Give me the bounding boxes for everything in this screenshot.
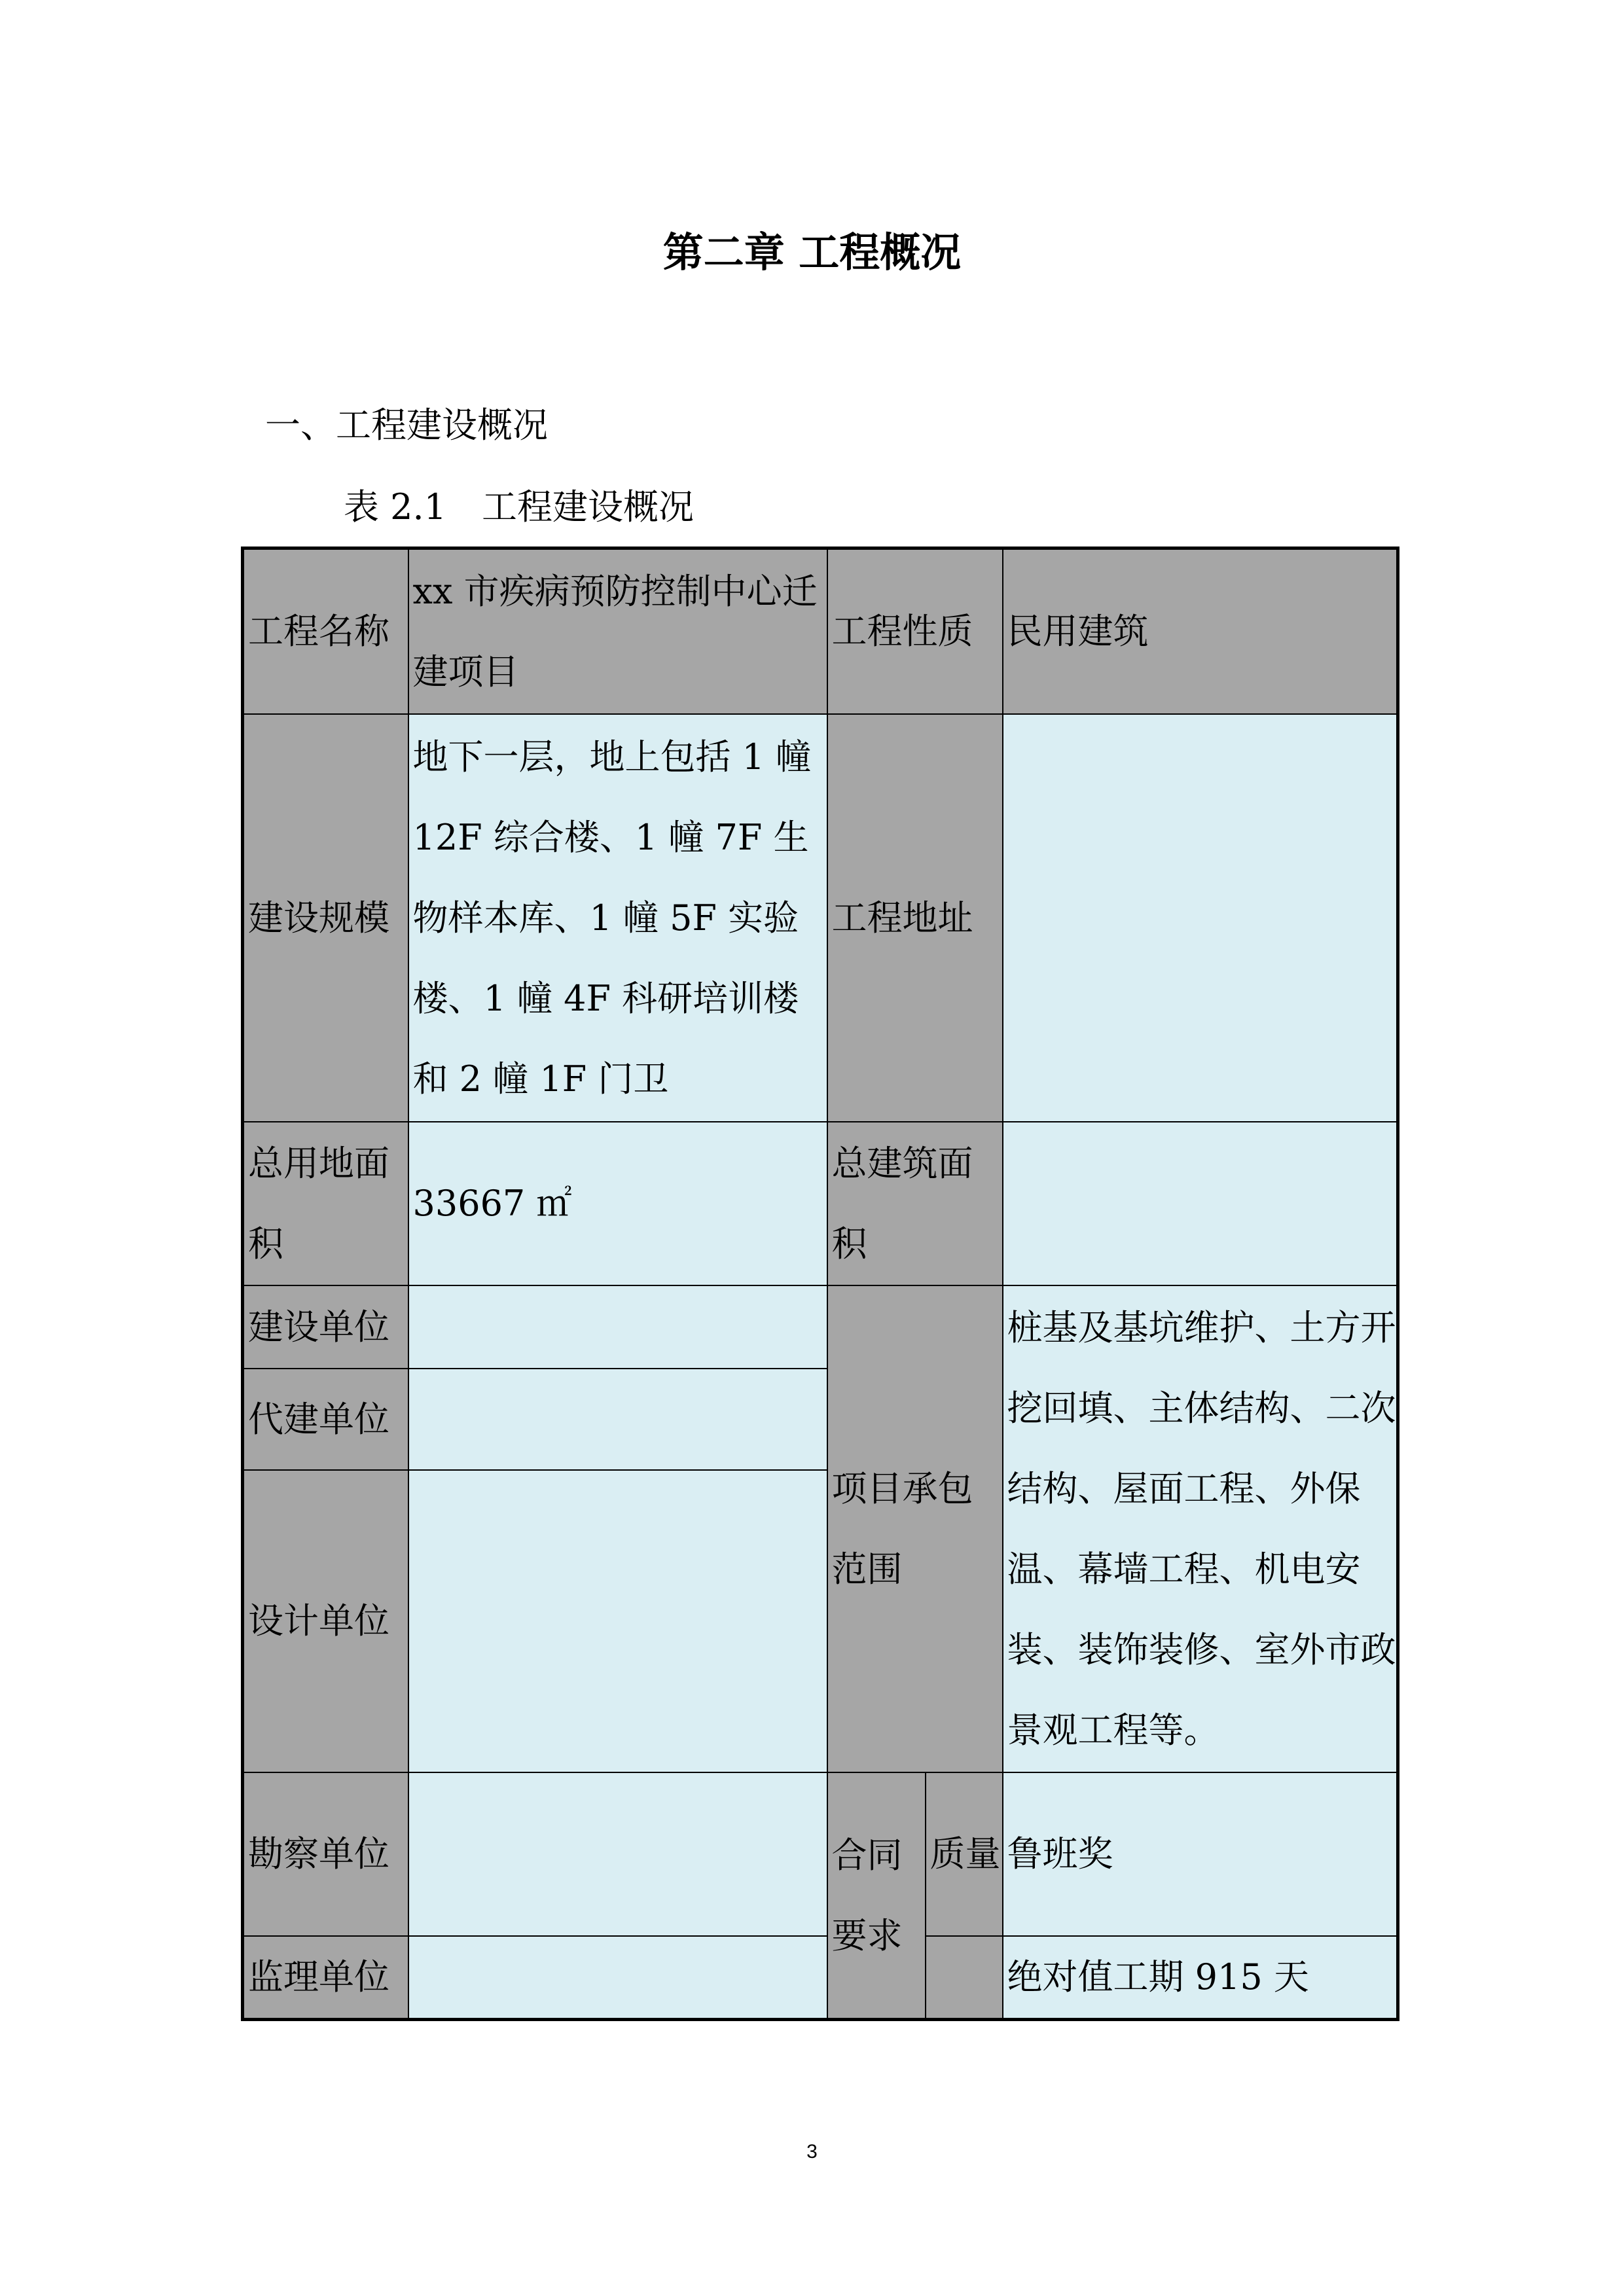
total-building-area-label: 总建筑面积 bbox=[827, 1122, 1003, 1285]
table-caption: 表 2.1 工程建设概况 bbox=[344, 486, 695, 528]
project-address-value bbox=[1003, 714, 1398, 1122]
duration-value: 绝对值工期 915 天 bbox=[1003, 1936, 1398, 2020]
page-number: 3 bbox=[806, 2141, 818, 2162]
quality-label: 质量 bbox=[926, 1772, 1003, 1936]
contract-scope-label: 项目承包范围 bbox=[827, 1285, 1003, 1772]
project-nature-label: 工程性质 bbox=[827, 548, 1003, 714]
contract-requirements-label: 合同要求 bbox=[827, 1772, 926, 2020]
supervision-unit-label: 监理单位 bbox=[243, 1936, 408, 2020]
total-building-area-value bbox=[1003, 1122, 1398, 1285]
chapter-title: 第二章 工程概况 bbox=[662, 228, 962, 276]
table-row bbox=[243, 1936, 1398, 2020]
section-heading: 一、工程建设概况 bbox=[265, 404, 548, 446]
table-row bbox=[243, 548, 1398, 714]
project-overview-table bbox=[241, 547, 1399, 2021]
design-unit-label: 设计单位 bbox=[243, 1470, 408, 1772]
table-row bbox=[243, 1285, 1398, 1369]
total-land-area-value: 33667 ㎡ bbox=[408, 1122, 827, 1285]
project-name-label: 工程名称 bbox=[243, 548, 408, 714]
contract-scope-value: 桩基及基坑维护、土方开挖回填、主体结构、二次结构、屋面工程、外保温、幕墙工程、机电安装、装饰装修、室外市政景观工程等。 bbox=[1003, 1285, 1398, 1772]
total-land-area-label: 总用地面积 bbox=[243, 1122, 408, 1285]
owner-unit-label: 建设单位 bbox=[243, 1285, 408, 1369]
design-unit-value bbox=[408, 1470, 827, 1772]
quality-value: 鲁班奖 bbox=[1003, 1772, 1398, 1936]
owner-unit-value bbox=[408, 1285, 827, 1369]
agent-unit-label: 代建单位 bbox=[243, 1369, 408, 1470]
survey-unit-value bbox=[408, 1772, 827, 1936]
project-name-value: xx 市疾病预防控制中心迁建项目 bbox=[408, 548, 827, 714]
construction-scale-label: 建设规模 bbox=[243, 714, 408, 1122]
table-row bbox=[243, 1122, 1398, 1285]
agent-unit-value bbox=[408, 1369, 827, 1470]
duration-label bbox=[926, 1936, 1003, 2020]
table-row bbox=[243, 714, 1398, 1122]
project-nature-value: 民用建筑 bbox=[1003, 548, 1398, 714]
table-row bbox=[243, 1772, 1398, 1936]
supervision-unit-value bbox=[408, 1936, 827, 2020]
construction-scale-value: 地下一层，地上包括 1 幢 12F 综合楼、1 幢 7F 生物样本库、1 幢 5F 实验楼、1 幢 4F 科研培训楼和 2 幢 1F 门卫 bbox=[408, 714, 827, 1122]
project-address-label: 工程地址 bbox=[827, 714, 1003, 1122]
survey-unit-label: 勘察单位 bbox=[243, 1772, 408, 1936]
